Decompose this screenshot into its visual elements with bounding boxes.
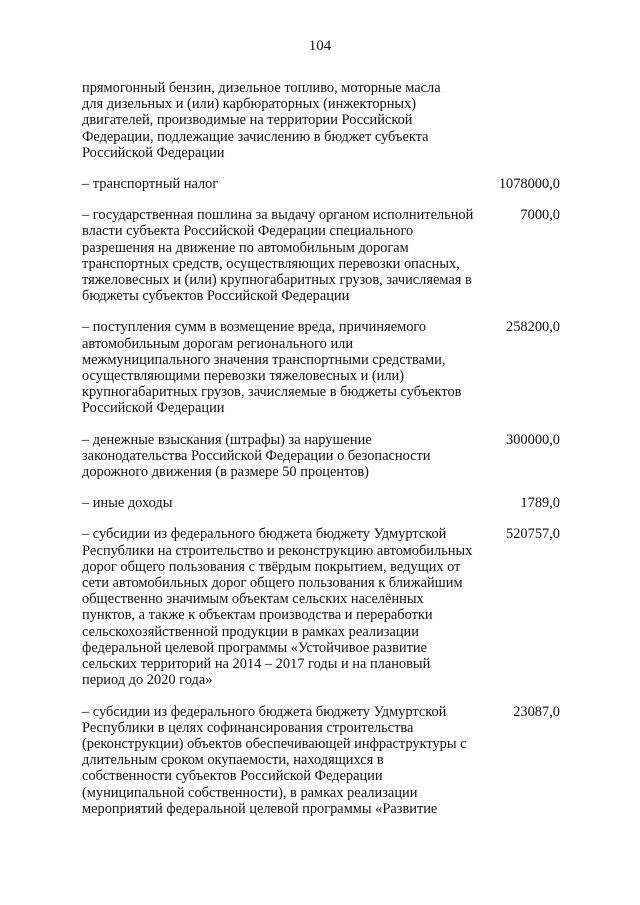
document-body [82, 80, 560, 832]
list-item [82, 704, 560, 817]
item-value: 7000,0 [520, 207, 560, 224]
item-text: прямогонный бензин, дизельное топливо, моторные масла для дизельных и (или) карбюраторных (инжекторных) двигателей, производимые на территории Российской Федерации, подлежащие зачислению в бюджет субъекта Российской Федерации [82, 80, 441, 161]
item-text: – поступления сумм в возмещение вреда, причиняемого автомобильным дорогам регионального или межмуниципального значения транспортными средствами, осуществляющими перевозки тяжеловесных и (или) крупногабаритных грузов, зачисляемые в бюджеты субъектов Российской Федерации [82, 319, 462, 417]
list-item [82, 495, 560, 511]
item-value: 258200,0 [506, 319, 560, 336]
item-value: 520757,0 [506, 526, 560, 543]
list-item [82, 80, 560, 161]
item-text: – государственная пошлина за выдачу органом исполнительной власти субъекта Российской Федерации специального разрешения на движение по автомобильным дорогам транспортных средств, осуществляющих перевозки опасных, тяжеловесных и (или) крупногабаритных грузов, зачисляемая в бюджеты субъектов Российской Федерации [82, 207, 474, 305]
list-item [82, 207, 560, 304]
item-value: 300000,0 [506, 431, 560, 448]
list-item [82, 319, 560, 416]
list-item [82, 432, 560, 481]
item-text: – иные доходы [82, 495, 173, 512]
item-value: 23087,0 [513, 703, 560, 720]
item-text: – транспортный налог [82, 176, 219, 193]
item-text: – субсидии из федерального бюджета бюджету Удмуртской Республики на строительство и реконструкцию автомобильных дорог общего пользования с твёрдым покрытием, ведущих от сети автомобильных дорог общего пользования к ближайшим общественно значимым объектам сельских населённых пунктов, а также к объектам производства и переработки сельскохозяйственной продукции в рамках реализации федеральной целевой программы «Устойчивое развитие сельских территорий на 2014 – 2017 годы и на плановый период до 2020 года» [82, 526, 473, 689]
item-value: 1789,0 [520, 495, 560, 512]
item-text: – денежные взыскания (штрафы) за нарушение законодательства Российской Федерации о безопасности дорожного движения (в размере 50 процентов) [82, 431, 431, 481]
item-text: – субсидии из федерального бюджета бюджету Удмуртской Республики в целях софинансирования строительства (реконструкции) объектов обеспечивающей инфраструктуры с длительным сроком окупаемости, находящихся в собственности субъектов Российской Федерации (муниципальной собственности), в рамках реализации мероприятий федеральной целевой программы «Развитие [82, 703, 467, 817]
item-value: 1078000,0 [498, 176, 560, 193]
list-item [82, 176, 560, 192]
list-item [82, 526, 560, 688]
page-number: 104 [308, 38, 332, 54]
